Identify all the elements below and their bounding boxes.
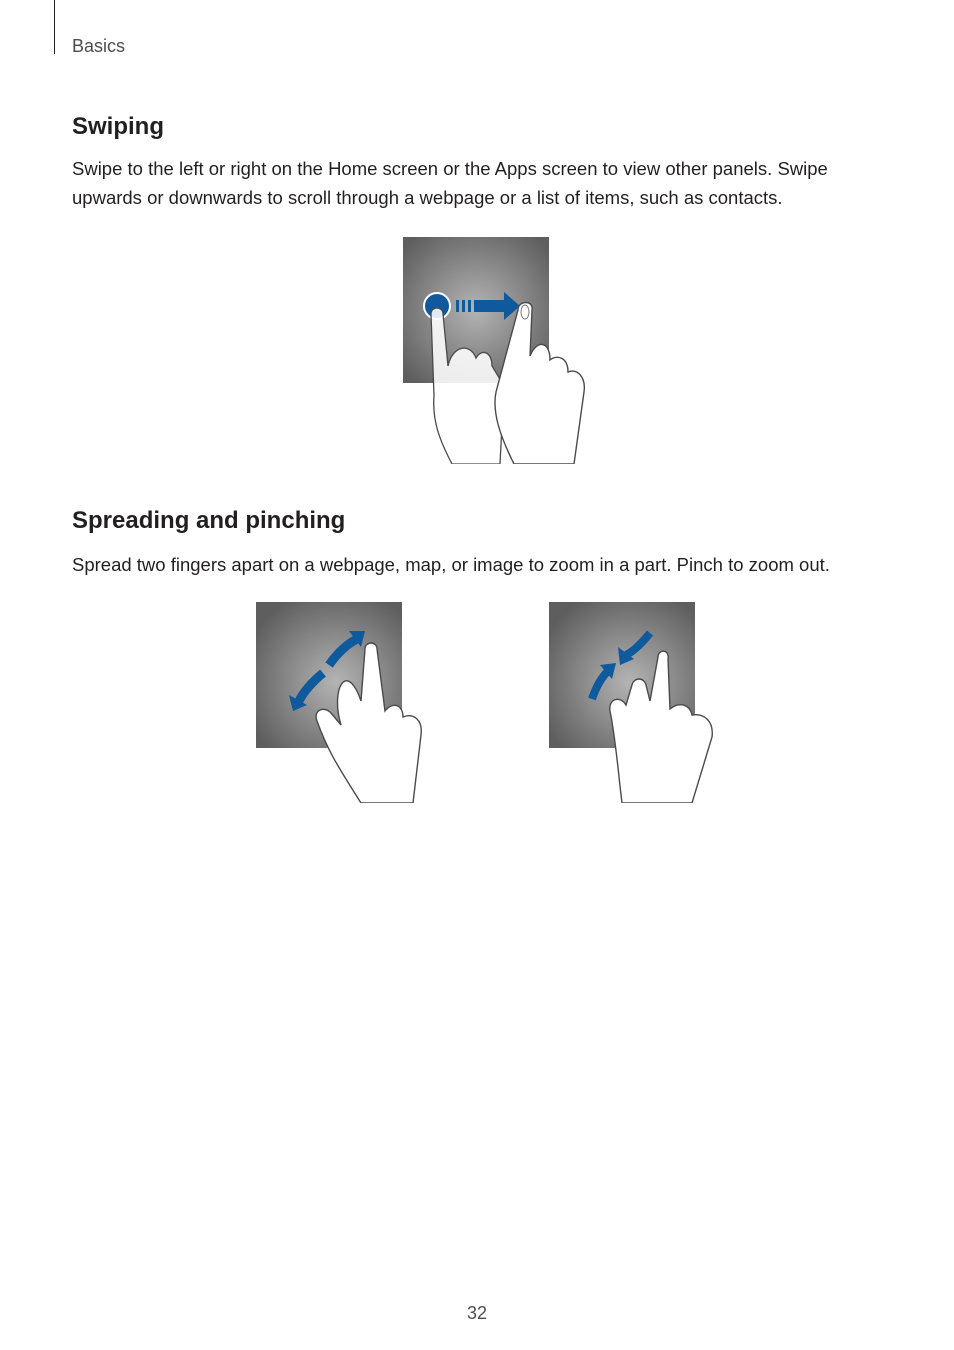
spread-gesture-illustration bbox=[253, 601, 433, 803]
pinch-gesture-illustration bbox=[546, 601, 726, 803]
page-number: 32 bbox=[466, 1303, 488, 1323]
section-body-swiping: Swipe to the left or right on the Home screen or the Apps screen to view other panels. Swipe upwards or downwards to scroll through a webpage or a list of items, such as contacts. bbox=[72, 158, 828, 208]
running-head: Basics bbox=[72, 36, 126, 56]
swipe-gesture-illustration bbox=[400, 236, 590, 464]
section-title-swiping: Swiping bbox=[72, 113, 164, 140]
section-title-spreading-pinching: Spreading and pinching bbox=[72, 507, 346, 534]
margin-rule bbox=[54, 0, 55, 54]
section-body-spreading-pinching: Spread two fingers apart on a webpage, map, or image to zoom in a part. Pinch to zoom out. bbox=[72, 554, 830, 575]
